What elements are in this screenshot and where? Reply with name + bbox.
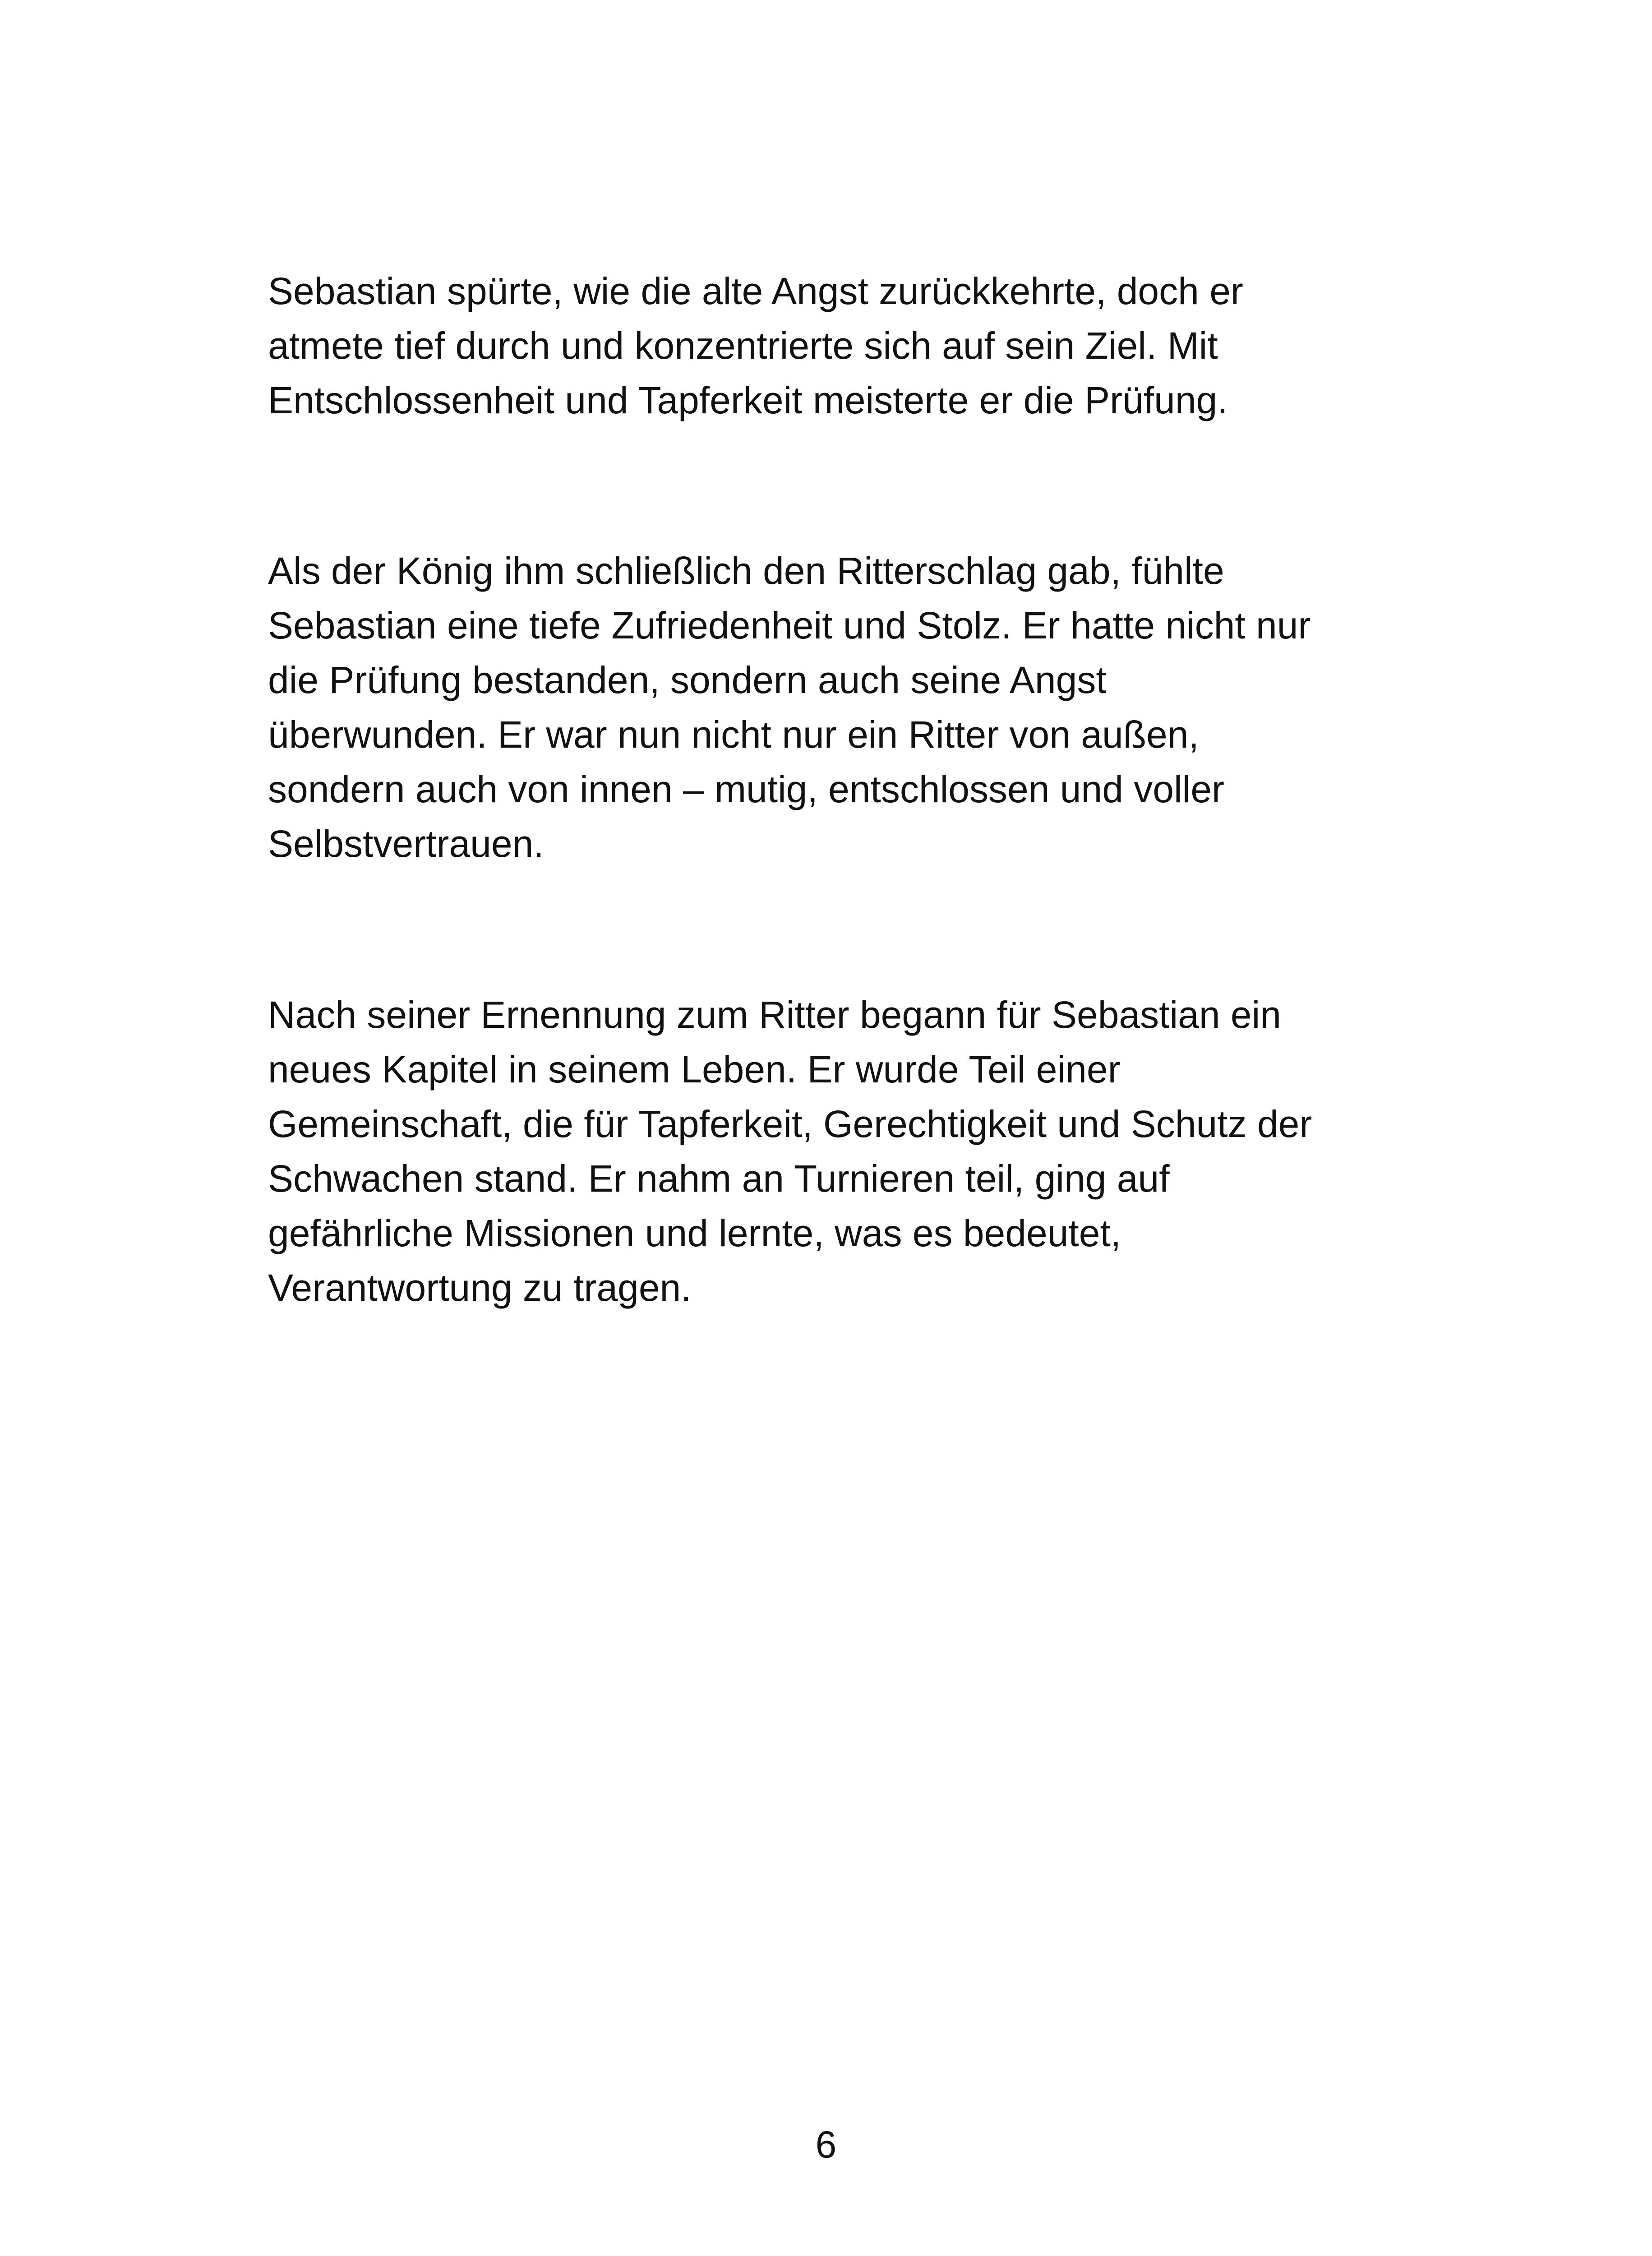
- paragraph-line: gefährliche Missionen und lernte, was es bedeutet,: [268, 1212, 1121, 1254]
- paragraph-2: [268, 544, 1423, 871]
- paragraph-line: sondern auch von innen – mutig, entschlossen und voller: [268, 768, 1225, 810]
- paragraph-line: Entschlossenheit und Tapferkeit meisterte er die Prüfung.: [268, 379, 1228, 421]
- paragraph-line: Selbstvertrauen.: [268, 823, 544, 865]
- paragraph-line: neues Kapitel in seinem Leben. Er wurde Teil einer: [268, 1048, 1121, 1091]
- paragraph-1: [268, 264, 1423, 428]
- page-number: 6: [815, 2123, 837, 2166]
- paragraph-line: Nach seiner Ernennung zum Ritter begann für Sebastian ein: [268, 994, 1282, 1036]
- paragraph-line: überwunden. Er war nun nicht nur ein Ritter von außen,: [268, 713, 1199, 756]
- paragraph-line: Gemeinschaft, die für Tapferkeit, Gerechtigkeit und Schutz der: [268, 1103, 1312, 1145]
- paragraph-line: atmete tief durch und konzentrierte sich auf sein Ziel. Mit: [268, 324, 1218, 367]
- paragraph-line: Als der König ihm schließlich den Ritterschlag gab, fühlte: [268, 550, 1224, 592]
- paragraph-line: Verantwortung zu tragen.: [268, 1267, 692, 1309]
- paragraph-line: Sebastian spürte, wie die alte Angst zurückkehrte, doch er: [268, 270, 1243, 312]
- paragraph-line: die Prüfung bestanden, sondern auch seine Angst: [268, 659, 1107, 701]
- paragraph-line: Sebastian eine tiefe Zufriedenheit und Stolz. Er hatte nicht nur: [268, 604, 1311, 647]
- paragraph-3: [268, 988, 1423, 1315]
- paragraph-line: Schwachen stand. Er nahm an Turnieren teil, ging auf: [268, 1157, 1170, 1200]
